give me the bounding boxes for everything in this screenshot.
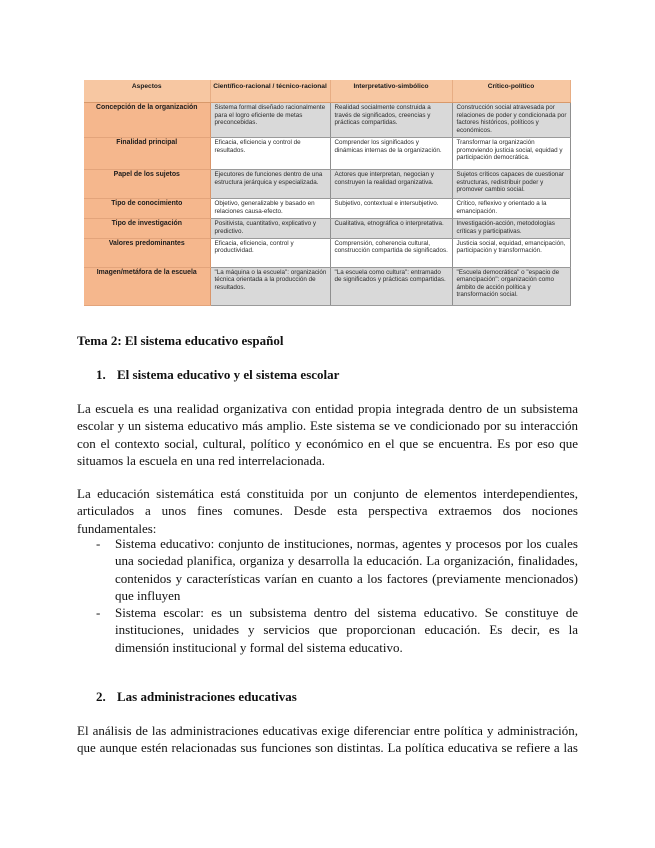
table-cell: Eficacia, eficiencia, control y productividad. bbox=[210, 238, 330, 267]
table-cell: "Escuela democrática" o "espacio de emancipación": organización como ámbito de acción política y transformación social. bbox=[452, 267, 570, 306]
table-cell: Construcción social atravesada por relaciones de poder y condicionada por factores históricos, políticos y económicos. bbox=[452, 103, 570, 138]
header-aspectos: Aspectos bbox=[84, 80, 210, 103]
paragraph-administraciones: El análisis de las administraciones educativas exige diferenciar entre política y administración, que aunque estén relacionadas sus funciones son distintas. La política educativa se refiere a las bbox=[77, 723, 578, 756]
table-cell: Subjetivo, contextual e intersubjetivo. bbox=[330, 199, 452, 219]
bullet-dash: - bbox=[96, 536, 101, 551]
table-cell: Eficacia, eficiencia y control de resultados. bbox=[210, 138, 330, 170]
section-1-number: 1. bbox=[96, 367, 106, 382]
list-item bbox=[96, 604, 578, 656]
section-2-title: Las administraciones educativas bbox=[117, 689, 297, 704]
table-cell: Positivista, cuantitativo, explicativo y predictivo. bbox=[210, 219, 330, 238]
table-cell: Sujetos críticos capaces de cuestionar estructuras, redistribuir poder y promover cambio social. bbox=[452, 170, 570, 199]
table-cell: Sistema formal diseñado racionalmente para el logro eficiente de metas preconcebidas. bbox=[210, 103, 330, 138]
row-aspect: Papel de los sujetos bbox=[84, 170, 210, 199]
row-aspect: Tipo de conocimiento bbox=[84, 199, 210, 219]
table-cell: Cualitativa, etnográfica o interpretativa. bbox=[330, 219, 452, 238]
header-interpretativo-simbolico: Interpretativo-simbólico bbox=[330, 80, 452, 103]
list-item bbox=[96, 535, 578, 605]
table-cell: Comprender los significados y dinámicas internas de la organización. bbox=[330, 138, 452, 170]
table-row bbox=[84, 103, 570, 138]
tema-title: Tema 2: El sistema educativo español bbox=[77, 333, 284, 348]
table-cell: Investigación-acción, metodologías críticas y participativas. bbox=[452, 219, 570, 238]
row-aspect: Finalidad principal bbox=[84, 138, 210, 170]
row-aspect: Concepción de la organización bbox=[84, 103, 210, 138]
table-row bbox=[84, 238, 570, 267]
table-cell: Realidad socialmente construida a través de significados, creencias y prácticas compartidas. bbox=[330, 103, 452, 138]
paragraph-educacion-sistematica: La educación sistemática está constituida por un conjunto de elementos interdependientes, articulados a unos fines comunes. Desde esta perspectiva extraemos dos nociones fundamentales: bbox=[77, 486, 578, 536]
table-row bbox=[84, 170, 570, 199]
header-cientifico-racional: Científico-racional / técnico-racional bbox=[210, 80, 330, 103]
comparison-table bbox=[84, 80, 571, 306]
table-cell: "La máquina o la escuela": organización técnica orientada a la producción de resultados. bbox=[210, 267, 330, 306]
table-cell: Actores que interpretan, negocian y construyen la realidad organizativa. bbox=[330, 170, 452, 199]
table-cell: Comprensión, coherencia cultural, construcción compartida de significados. bbox=[330, 238, 452, 267]
section-2-number: 2. bbox=[96, 689, 106, 704]
table-cell: Ejecutores de funciones dentro de una estructura jerárquica y especializada. bbox=[210, 170, 330, 199]
table-cell: Crítico, reflexivo y orientado a la emancipación. bbox=[452, 199, 570, 219]
table-row bbox=[84, 267, 570, 306]
header-critico-politico: Crítico-político bbox=[452, 80, 570, 103]
table-row bbox=[84, 138, 570, 170]
table-cell: Objetivo, generalizable y basado en relaciones causa-efecto. bbox=[210, 199, 330, 219]
table-header-row bbox=[84, 80, 570, 103]
bullet-sistema-escolar: Sistema escolar: es un subsistema dentro del sistema educativo. Se constituye de instituciones, unidades y servicios que proporcionan educación. Es decir, es la dimensión institucional y formal del sistema educativo. bbox=[115, 605, 578, 655]
table-cell: Transformar la organización promoviendo justicia social, equidad y participación democrática. bbox=[452, 138, 570, 170]
table-cell: "La escuela como cultura": entramado de significados y prácticas compartidas. bbox=[330, 267, 452, 306]
paragraph-escuela: La escuela es una realidad organizativa con entidad propia integrada dentro de un subsistema escolar y un sistema educativo más amplio. Este sistema se ve condicionado por su interacción con el contexto social, cultural, político y económico en el que se encuentra. Es por eso que situamos la escuela en una red interrelacionada. bbox=[77, 401, 578, 469]
bullet-dash: - bbox=[96, 605, 101, 620]
table-cell: Justicia social, equidad, emancipación, participación y transformación. bbox=[452, 238, 570, 267]
table-row bbox=[84, 199, 570, 219]
bullet-sistema-educativo: Sistema educativo: conjunto de instituciones, normas, agentes y procesos por los cuales una sociedad planifica, organiza y desarrolla la educación. La organización, finalidades, contenidos y características varían en cuanto a los factores (previamente mencionados) que influyen bbox=[115, 536, 578, 604]
table-row bbox=[84, 219, 570, 238]
row-aspect: Imagen/metáfora de la escuela bbox=[84, 267, 210, 306]
row-aspect: Valores predominantes bbox=[84, 238, 210, 267]
row-aspect: Tipo de investigación bbox=[84, 219, 210, 238]
section-1-title: El sistema educativo y el sistema escolar bbox=[117, 367, 340, 382]
